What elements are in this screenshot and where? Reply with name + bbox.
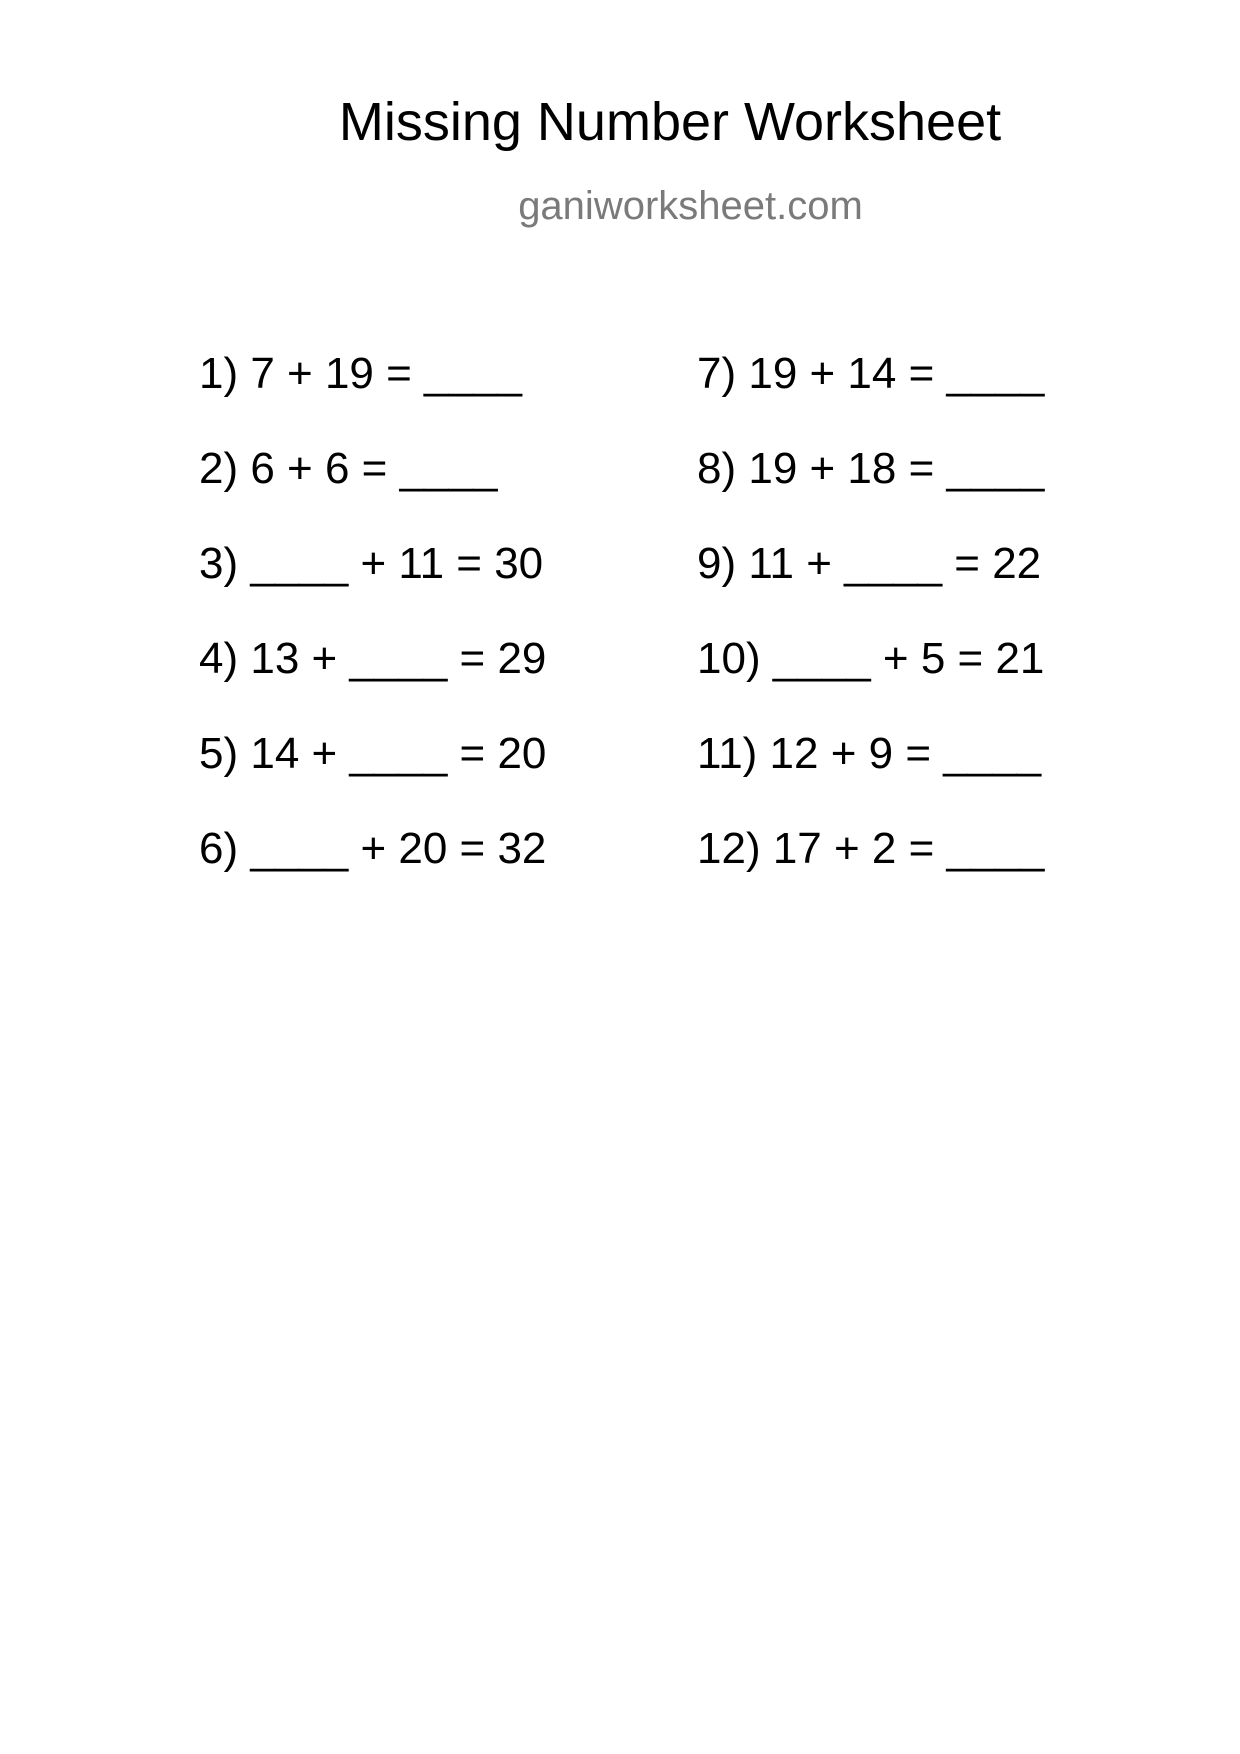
problem-7: 7) 19 + 14 = ____ xyxy=(697,349,1045,398)
problem-6: 6) ____ + 20 = 32 xyxy=(199,824,547,873)
worksheet-title: Missing Number Worksheet xyxy=(338,92,1002,152)
problem-column-left xyxy=(199,349,547,922)
problem-2: 2) 6 + 6 = ____ xyxy=(199,444,498,493)
problem-11: 11) 12 + 9 = ____ xyxy=(697,729,1042,778)
problem-8: 8) 19 + 18 = ____ xyxy=(697,444,1045,493)
problem-9: 9) 11 + ____ = 22 xyxy=(697,539,1042,588)
problem-1: 1) 7 + 19 = ____ xyxy=(199,349,522,398)
problem-12: 12) 17 + 2 = ____ xyxy=(697,824,1045,873)
problem-column-right xyxy=(697,349,1045,922)
problem-10: 10) ____ + 5 = 21 xyxy=(697,634,1045,683)
problem-3: 3) ____ + 11 = 30 xyxy=(199,539,544,588)
problem-4: 4) 13 + ____ = 29 xyxy=(199,634,547,683)
problem-5: 5) 14 + ____ = 20 xyxy=(199,729,547,778)
website-url: ganiworksheet.com xyxy=(518,184,863,228)
